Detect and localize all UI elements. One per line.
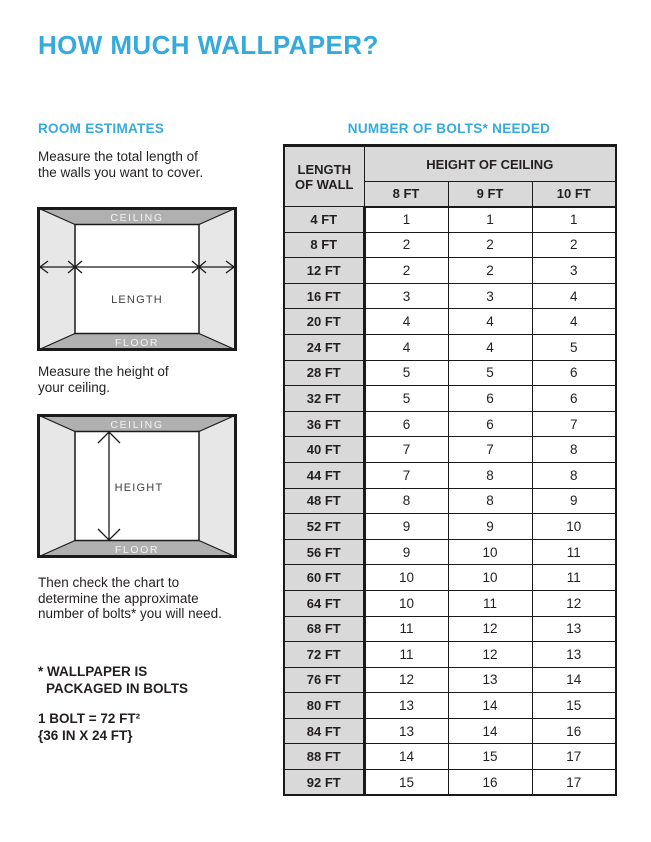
- table-row: [284, 642, 616, 668]
- bolt-count-cell: 4: [364, 334, 448, 360]
- text-line: LENGTH: [297, 161, 351, 177]
- bolt-count-cell: 17: [532, 770, 616, 796]
- bolt-count-cell: 16: [532, 718, 616, 744]
- ceiling-label: CEILING: [110, 419, 164, 431]
- wall-length-cell: 60 FT: [284, 565, 364, 591]
- wall-length-cell: 92 FT: [284, 770, 364, 796]
- bolt-count-cell: 4: [448, 309, 532, 335]
- bolt-count-cell: 7: [364, 462, 448, 488]
- bolt-count-cell: 1: [364, 207, 448, 233]
- bolt-count-cell: 8: [448, 462, 532, 488]
- wall-length-cell: 48 FT: [284, 488, 364, 514]
- length-of-wall-header: [284, 146, 364, 207]
- bolt-count-cell: 5: [532, 334, 616, 360]
- bolt-count-cell: 12: [448, 616, 532, 642]
- bolts-footnote: [38, 664, 188, 697]
- table-row: [284, 462, 616, 488]
- bolt-count-cell: 10: [448, 565, 532, 591]
- bolt-count-cell: 11: [364, 642, 448, 668]
- room-estimates-heading: ROOM ESTIMATES: [38, 121, 165, 136]
- bolt-count-cell: 16: [448, 770, 532, 796]
- bolt-count-cell: 5: [364, 386, 448, 412]
- bolt-count-cell: 9: [364, 514, 448, 540]
- table-row: [284, 667, 616, 693]
- wall-length-cell: 24 FT: [284, 334, 364, 360]
- bolt-count-cell: 3: [448, 283, 532, 309]
- room-length-diagram: [37, 207, 237, 351]
- height-label: HEIGHT: [114, 482, 164, 494]
- wall-length-cell: 44 FT: [284, 462, 364, 488]
- bolt-count-cell: 11: [448, 590, 532, 616]
- bolt-count-cell: 13: [448, 667, 532, 693]
- wall-length-cell: 64 FT: [284, 590, 364, 616]
- table-row: [284, 309, 616, 335]
- bolt-count-cell: 15: [448, 744, 532, 770]
- bolt-count-cell: 2: [364, 258, 448, 284]
- bolt-count-cell: 10: [448, 539, 532, 565]
- wall-length-cell: 32 FT: [284, 386, 364, 412]
- table-row: [284, 207, 616, 233]
- measure-length-text: [38, 149, 203, 180]
- text-line: the walls you want to cover.: [38, 164, 204, 180]
- bolt-count-cell: 11: [532, 565, 616, 591]
- wall-length-cell: 12 FT: [284, 258, 364, 284]
- page-title: HOW MUCH WALLPAPER?: [38, 30, 379, 60]
- bolt-count-cell: 11: [364, 616, 448, 642]
- text-line: your ceiling.: [38, 379, 111, 395]
- table-row: [284, 232, 616, 258]
- text-line: Then check the chart to: [38, 575, 180, 590]
- text-line: Measure the height of: [38, 364, 169, 379]
- text-line: Measure the total length of: [38, 149, 198, 164]
- table-row: [284, 539, 616, 565]
- bolt-count-cell: 14: [364, 744, 448, 770]
- bolt-count-cell: 5: [364, 360, 448, 386]
- wall-length-cell: 20 FT: [284, 309, 364, 335]
- text-line: number of bolts* you will need.: [38, 606, 222, 621]
- bolt-count-cell: 12: [448, 642, 532, 668]
- text-line: 1 BOLT = 72 FT²: [38, 711, 141, 726]
- bolt-count-cell: 3: [532, 258, 616, 284]
- bolt-count-cell: 10: [532, 514, 616, 540]
- bolt-count-cell: 6: [448, 386, 532, 412]
- bolt-count-cell: 6: [364, 411, 448, 437]
- back-wall-face: [75, 225, 199, 334]
- table-row: [284, 718, 616, 744]
- measure-height-text: [38, 364, 169, 395]
- bolt-count-cell: 12: [364, 667, 448, 693]
- bolt-count-cell: 6: [448, 411, 532, 437]
- bolt-count-cell: 7: [532, 411, 616, 437]
- wall-length-cell: 76 FT: [284, 667, 364, 693]
- height-of-ceiling-header: HEIGHT OF CEILING: [364, 146, 616, 182]
- text-line: OF WALL: [295, 176, 354, 192]
- bolt-count-cell: 10: [364, 565, 448, 591]
- text-line: {36 IN X 24 FT}: [38, 727, 133, 743]
- bolt-count-cell: 9: [364, 539, 448, 565]
- bolt-count-cell: 8: [532, 437, 616, 463]
- bolt-count-cell: 15: [532, 693, 616, 719]
- wall-length-cell: 88 FT: [284, 744, 364, 770]
- table-row: [284, 437, 616, 463]
- bolt-count-cell: 5: [448, 360, 532, 386]
- wall-length-cell: 40 FT: [284, 437, 364, 463]
- wall-length-cell: 80 FT: [284, 693, 364, 719]
- bolt-count-cell: 14: [448, 718, 532, 744]
- bolt-count-cell: 15: [364, 770, 448, 796]
- bolt-size-note: [38, 711, 140, 744]
- wall-length-cell: 56 FT: [284, 539, 364, 565]
- table-row: [284, 334, 616, 360]
- bolts-needed-heading: NUMBER OF BOLTS* NEEDED: [347, 121, 551, 136]
- bolt-count-cell: 11: [532, 539, 616, 565]
- bolts-table: [283, 144, 617, 796]
- bolt-count-cell: 4: [532, 283, 616, 309]
- text-line: PACKAGED IN BOLTS: [46, 680, 189, 696]
- ceiling-label: CEILING: [110, 212, 164, 224]
- bolt-count-cell: 4: [364, 309, 448, 335]
- wall-length-cell: 84 FT: [284, 718, 364, 744]
- table-row: [284, 360, 616, 386]
- length-label: LENGTH: [111, 294, 163, 306]
- table-row: [284, 693, 616, 719]
- wall-length-cell: 52 FT: [284, 514, 364, 540]
- bolt-count-cell: 1: [448, 207, 532, 233]
- bolt-count-cell: 9: [448, 514, 532, 540]
- bolt-count-cell: 14: [448, 693, 532, 719]
- bolt-count-cell: 2: [532, 232, 616, 258]
- bolt-count-cell: 3: [364, 283, 448, 309]
- table-row: [284, 488, 616, 514]
- wall-length-cell: 8 FT: [284, 232, 364, 258]
- floor-label: FLOOR: [114, 544, 160, 556]
- text-line: determine the approximate: [38, 590, 199, 606]
- bolt-count-cell: 1: [532, 207, 616, 233]
- table-row: [284, 386, 616, 412]
- bolt-count-cell: 7: [448, 437, 532, 463]
- table-row: [284, 514, 616, 540]
- group-header-row: [284, 146, 616, 182]
- wall-length-cell: 72 FT: [284, 642, 364, 668]
- table-row: [284, 616, 616, 642]
- wall-length-cell: 16 FT: [284, 283, 364, 309]
- room-height-diagram: [37, 414, 237, 558]
- bolt-count-cell: 10: [364, 590, 448, 616]
- bolt-count-cell: 8: [364, 488, 448, 514]
- col-header-8ft: 8 FT: [364, 182, 448, 207]
- text-line: * WALLPAPER IS: [38, 664, 148, 679]
- table-row: [284, 770, 616, 796]
- wall-length-cell: 28 FT: [284, 360, 364, 386]
- bolt-count-cell: 6: [532, 386, 616, 412]
- table-row: [284, 258, 616, 284]
- wall-length-cell: 36 FT: [284, 411, 364, 437]
- bolt-count-cell: 4: [448, 334, 532, 360]
- bolts-table-body: [284, 207, 616, 796]
- bolt-count-cell: 2: [448, 232, 532, 258]
- bolt-count-cell: 6: [532, 360, 616, 386]
- bolt-count-cell: 13: [532, 616, 616, 642]
- bolt-count-cell: 8: [448, 488, 532, 514]
- col-header-9ft: 9 FT: [448, 182, 532, 207]
- wall-length-cell: 68 FT: [284, 616, 364, 642]
- bolt-count-cell: 13: [364, 718, 448, 744]
- col-header-10ft: 10 FT: [532, 182, 616, 207]
- bolt-count-cell: 9: [532, 488, 616, 514]
- bolt-count-cell: 2: [448, 258, 532, 284]
- bolt-count-cell: 13: [364, 693, 448, 719]
- check-chart-text: [38, 575, 222, 622]
- bolt-count-cell: 14: [532, 667, 616, 693]
- bolt-count-cell: 8: [532, 462, 616, 488]
- bolt-count-cell: 7: [364, 437, 448, 463]
- bolt-count-cell: 4: [532, 309, 616, 335]
- wall-length-cell: 4 FT: [284, 207, 364, 233]
- table-row: [284, 744, 616, 770]
- table-row: [284, 565, 616, 591]
- bolt-count-cell: 13: [532, 642, 616, 668]
- floor-label: FLOOR: [114, 337, 160, 349]
- table-row: [284, 283, 616, 309]
- bolt-count-cell: 12: [532, 590, 616, 616]
- bolt-count-cell: 17: [532, 744, 616, 770]
- table-row: [284, 590, 616, 616]
- table-row: [284, 411, 616, 437]
- bolt-count-cell: 2: [364, 232, 448, 258]
